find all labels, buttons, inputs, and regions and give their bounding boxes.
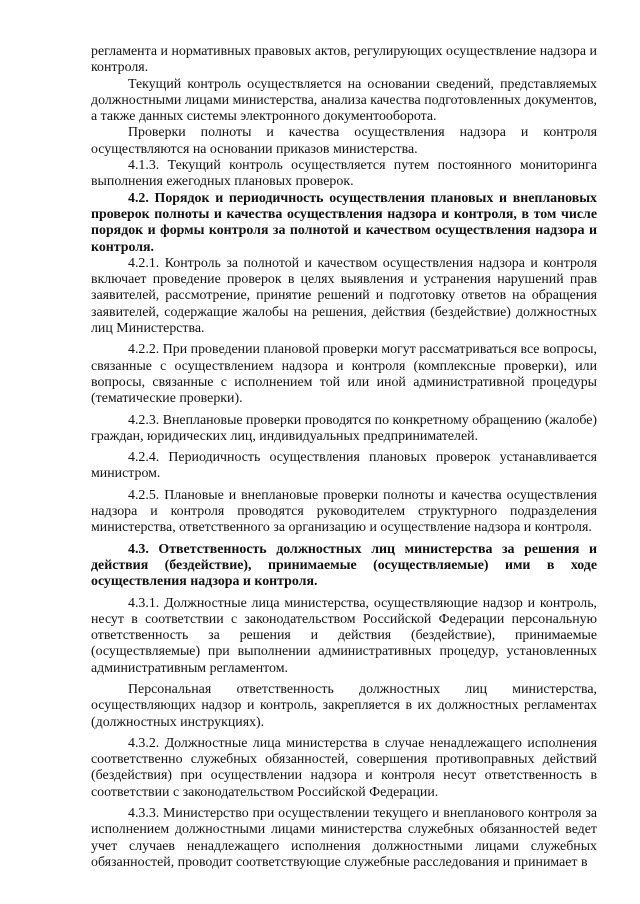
- document-body: [91, 44, 597, 871]
- paragraph-regulation-continuation: регламента и нормативных правовых актов, регулирующих осуществление надзора и контроля.: [91, 44, 597, 76]
- paragraph-4-2-2: 4.2.2. При проведении плановой проверки могут рассматриваться все вопросы, связанные с осуществлением надзора и контроля (комплексные проверки), или вопросы, связанные с исполнением той или иной административной процедуры (тематические проверки).: [91, 342, 597, 407]
- paragraph-inspections-orders: Проверки полноты и качества осуществления надзора и контроля осуществляются на основании приказов министерства.: [91, 125, 597, 157]
- paragraph-4-2-5: 4.2.5. Плановые и внеплановые проверки полноты и качества осуществления надзора и контроля проводятся руководителем структурного подразделения министерства, ответственного за организацию и осуществление надзора и контроля.: [91, 487, 597, 536]
- paragraph-4-2-4: 4.2.4. Периодичность осуществления плановых проверок устанавливается министром.: [91, 450, 597, 482]
- paragraph-personal-responsibility: Персональная ответственность должностных лиц министерства, осуществляющих надзор и контроль, закрепляется в их должностных регламентах (должностных инструкциях).: [91, 681, 597, 730]
- paragraph-4-2-1: 4.2.1. Контроль за полнотой и качеством осуществления надзора и контроля включает проведение проверок в целях выявления и устранения нарушений прав заявителей, рассмотрение, принятие решений и подготовку ответов на обращения заявителей, содержащие жалобы на решения, действия (бездействие) должностных лиц Министерства.: [91, 255, 597, 337]
- paragraph-4-1-3: 4.1.3. Текущий контроль осуществляется путем постоянного мониторинга выполнения ежегодных плановых проверок.: [91, 158, 597, 190]
- paragraph-4-3-1: 4.3.1. Должностные лица министерства, осуществляющие надзор и контроль, несут в соответствии с законодательством Российской Федерации персональную ответственность за решения и действия (бездействие), принимаемые (осуществляемые) при выполнении административных процедур, установленных административным регламентом.: [91, 595, 597, 676]
- paragraph-4-3-2: 4.3.2. Должностные лица министерства в случае ненадлежащего исполнения соответственно служебных обязанностей, совершения противоправных действий (бездействия) при осуществлении надзора и контроля несут ответственность в соответствии с законодательством Российской Федерации.: [91, 735, 597, 800]
- paragraph-4-2-3: 4.2.3. Внеплановые проверки проводятся по конкретному обращению (жалобе) граждан, юридических лиц, индивидуальных предпринимателей.: [91, 412, 597, 444]
- heading-4-3: 4.3. Ответственность должностных лиц министерства за решения и действия (бездействие), принимаемые (осуществляемые) ими в ходе осуществления надзора и контроля.: [91, 541, 597, 590]
- paragraph-4-3-3: 4.3.3. Министерство при осуществлении текущего и внепланового контроля за исполнением должностными лицами министерства служебных обязанностей ведет учет случаев ненадлежащего исполнения должностными лицами служебных обязанностей, проводит соответствующие служебные расследования и принимает в: [91, 806, 597, 870]
- paragraph-current-control-basis: Текущий контроль осуществляется на основании сведений, представляемых должностными лицами министерства, анализа качества подготовленных документов, а также данных системы электронного документооборота.: [91, 76, 597, 125]
- heading-4-2: 4.2. Порядок и периодичность осуществления плановых и внеплановых проверок полноты и качества осуществления надзора и контроля, в том числе порядок и формы контроля за полнотой и качеством осуществления надзора и контроля.: [91, 190, 597, 255]
